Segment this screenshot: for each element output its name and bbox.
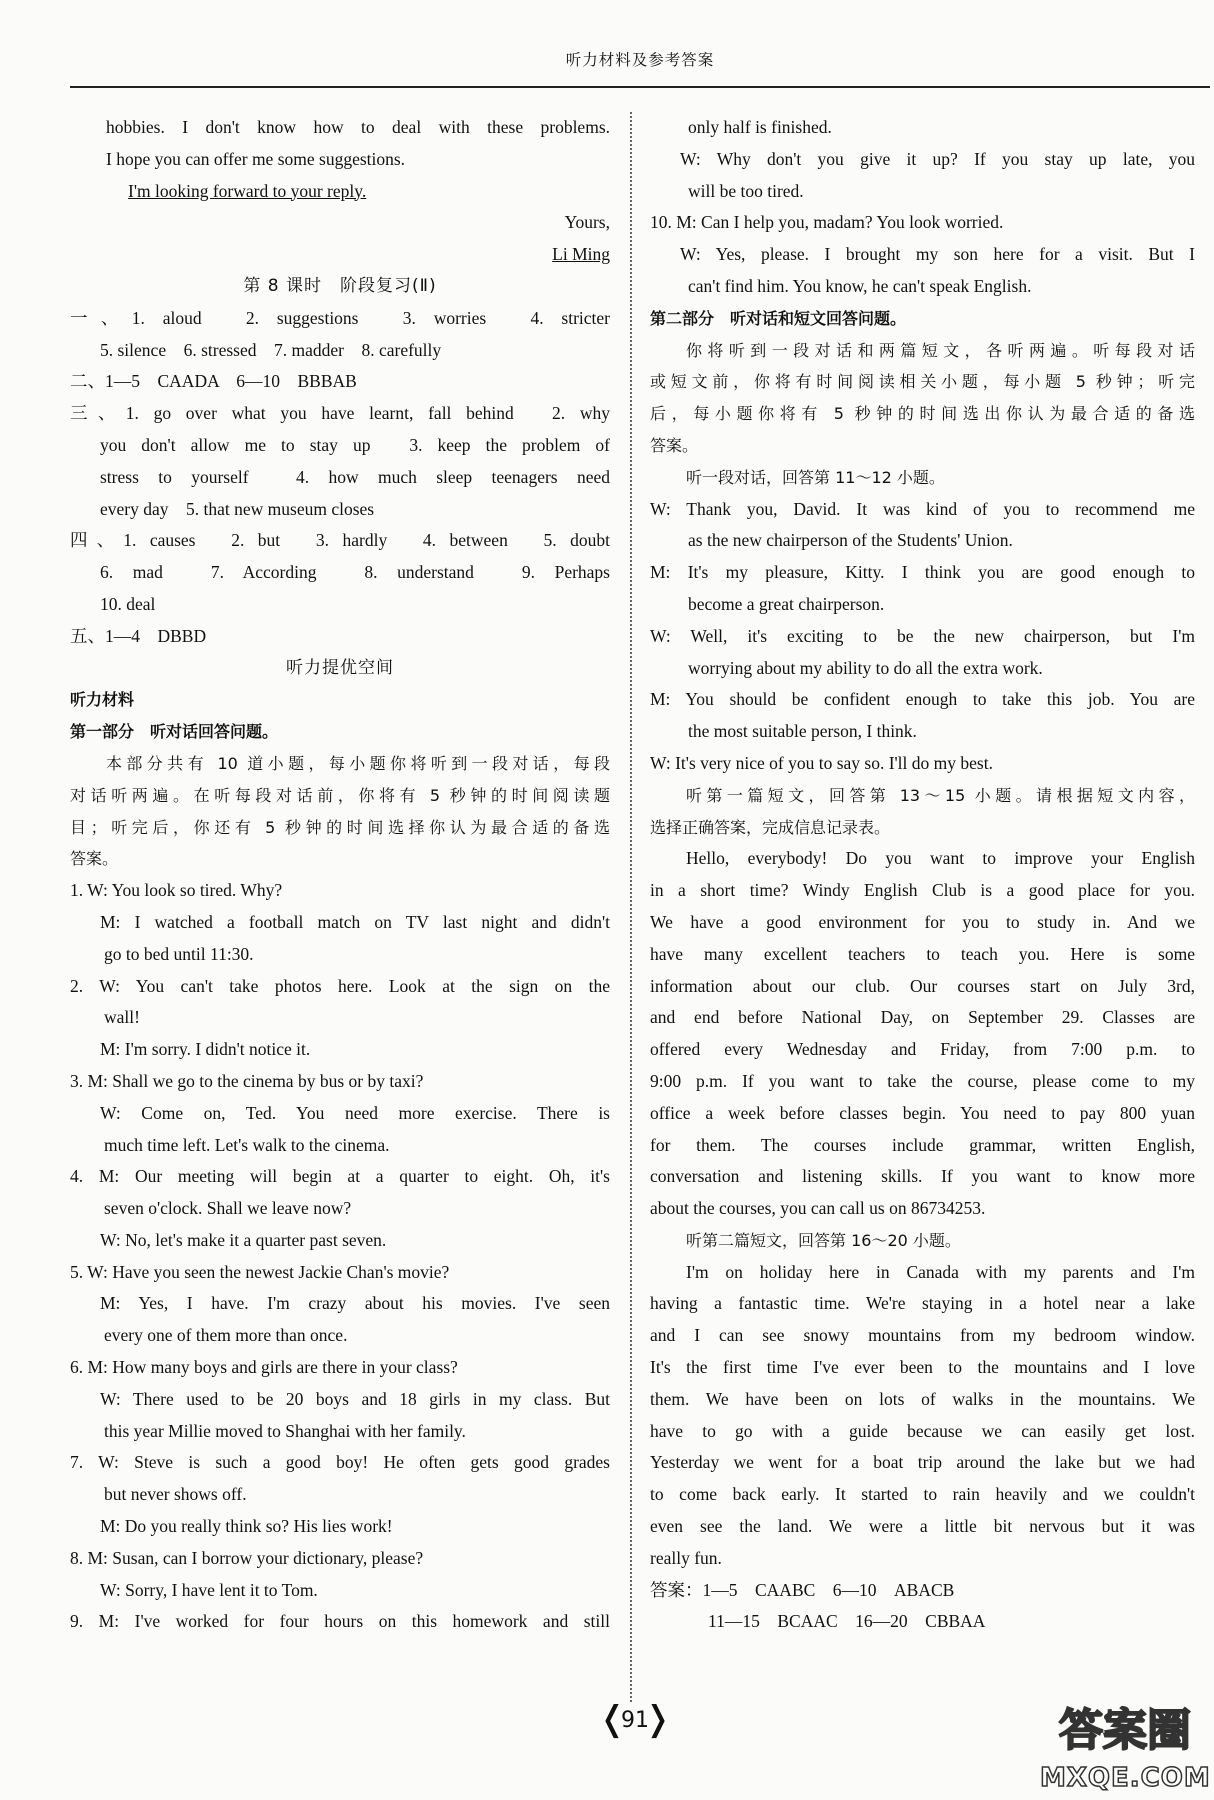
left-text-line: 6. mad 7. According 8. understand 9. Perhaps [100, 562, 610, 583]
left-text-line: I'm looking forward to your reply. [128, 180, 367, 201]
right-text-line: worrying about my ability to do all the extra work. [688, 657, 1043, 678]
right-text-line: and I can see snowy mountains from my bedroom window. [650, 1325, 1195, 1346]
right-text-line: 或短文前，你将有时间阅读相关小题，每小题 5 秒钟；听完 [650, 372, 1195, 392]
column-divider [630, 112, 632, 1702]
left-text-line: but never shows off. [104, 1484, 247, 1505]
right-text-line: even see the land. We were a little bit nervous but it was [650, 1516, 1195, 1537]
right-text-line: and end before National Day, on September 29. Classes are [650, 1007, 1195, 1028]
left-text-line: Li Ming [552, 244, 610, 265]
right-text-line: in a short time? Windy English Club is a good place for you. [650, 880, 1195, 901]
right-text-line: 听一段对话，回答第 11～12 小题。 [686, 467, 945, 487]
left-text-line: 四、1. causes 2. but 3. hardly 4. between 5. doubt [70, 530, 610, 551]
right-text-line: offered every Wednesday and Friday, from 7:00 p.m. to [650, 1039, 1195, 1060]
left-text-line: M: Yes, I have. I'm crazy about his movies. I've seen [100, 1293, 610, 1314]
left-text-line: M: I'm sorry. I didn't notice it. [100, 1039, 311, 1060]
right-text-line: office a week before classes begin. You need to pay 800 yuan [650, 1102, 1195, 1123]
left-text-line: 本部分共有 10 道小题，每小题你将听到一段对话，每段 [106, 753, 610, 773]
left-column [70, 112, 610, 1638]
left-text-line: 6. M: How many boys and girls are there in your class? [70, 1357, 458, 1378]
left-text-line: wall! [104, 1007, 140, 1028]
right-text-line: become a great chairperson. [688, 593, 885, 614]
left-text-line: W: No, let's make it a quarter past seven. [100, 1229, 387, 1250]
left-text-line: 1. W: You look so tired. Why? [70, 880, 283, 901]
right-text-line: to come back early. It started to rain heavily and we couldn't [650, 1484, 1195, 1505]
left-text-line: 2. W: You can't take photos here. Look at the sign on the [70, 975, 610, 996]
right-text-line: 答案：1—5 CAABC 6—10 ABACB [650, 1579, 955, 1600]
right-text-line: having a fantastic time. We're staying in a hotel near a lake [650, 1293, 1195, 1314]
left-text-line: stress to yourself 4. how much sleep teenagers need [100, 466, 610, 487]
left-text-line: 3. M: Shall we go to the cinema by bus or by taxi? [70, 1070, 424, 1091]
left-text-line: every day 5. that new museum closes [100, 498, 375, 519]
right-text-line: 9:00 p.m. If you want to take the course, please come to my [650, 1070, 1195, 1091]
left-text-line: 三、1. go over what you have learnt, fall behind 2. why [70, 403, 610, 424]
left-text-line: Yours, [564, 212, 610, 233]
left-text-line: 对话听两遍。在听每段对话前，你将有 5 秒钟的时间阅读题 [70, 785, 610, 805]
left-text-line: 第一部分 听对话回答问题。 [70, 722, 279, 742]
right-text-line: Hello, everybody! Do you want to improve your English [686, 848, 1195, 869]
right-column [650, 112, 1195, 1638]
left-text-line: 7. W: Steve is such a good boy! He often gets good grades [70, 1452, 610, 1473]
right-text-line: W: Well, it's exciting to be the new chairperson, but I'm [650, 625, 1195, 646]
watermark-url: MXQE.COM [1040, 1763, 1211, 1793]
right-text-line: about the courses, you can call us on 86734253. [650, 1198, 986, 1219]
left-text-line: I hope you can offer me some suggestions. [106, 148, 406, 169]
left-text-line: 4. M: Our meeting will begin at a quarter to eight. Oh, it's [70, 1166, 610, 1187]
right-text-line: 答案。 [650, 435, 699, 455]
right-text-line: information about our club. Our courses start on July 3rd, [650, 975, 1195, 996]
right-text-line: them. We have been on lots of walks in the mountains. We [650, 1388, 1195, 1409]
left-text-line: 5. W: Have you seen the newest Jackie Chan's movie? [70, 1261, 450, 1282]
right-text-line: have to go with a guide because we can easily get lost. [650, 1420, 1195, 1441]
right-text-line: 听第一篇短文，回答第 13～15 小题。请根据短文内容， [686, 785, 1195, 805]
right-text-line: 第二部分 听对话和短文回答问题。 [650, 308, 907, 328]
right-text-line: as the new chairperson of the Students' Union. [688, 530, 1013, 551]
right-text-line: have many excellent teachers to teach you. Here is some [650, 943, 1195, 964]
right-text-line: W: Why don't you give it up? If you stay up late, you [680, 148, 1195, 169]
right-text-line: M: You should be confident enough to take this job. You are [650, 689, 1195, 710]
left-text-line: 五、1—4 DBBD [70, 625, 207, 646]
watermark-title: 答案圈 [1059, 1705, 1191, 1756]
right-text-line: W: It's very nice of you to say so. I'll do my best. [650, 752, 993, 773]
right-text-line: the most suitable person, I think. [688, 721, 917, 742]
right-text-line: only half is finished. [688, 117, 832, 137]
left-text-line: seven o'clock. Shall we leave now? [104, 1198, 352, 1219]
right-text-line: conversation and listening skills. If you want to know more [650, 1166, 1195, 1187]
right-text-line: I'm on holiday here in Canada with my parents and I'm [686, 1261, 1195, 1282]
left-text-line: M: I watched a football match on TV last night and didn't [100, 911, 610, 932]
left-text-line: W: Come on, Ted. You need more exercise. There is [100, 1102, 610, 1123]
right-text-line: will be too tired. [688, 180, 804, 201]
right-text-line: W: Yes, please. I brought my son here for a visit. But I [680, 244, 1195, 265]
right-text-line: 听第二篇短文，回答第 16～20 小题。 [686, 1230, 961, 1250]
left-text-line: W: Sorry, I have lent it to Tom. [100, 1579, 318, 1600]
right-text-line: 后，每小题你将有 5 秒钟的时间选出你认为最合适的备选 [650, 404, 1195, 424]
left-text-line: you don't allow me to stay up 3. keep the problem of [100, 434, 610, 455]
header-rule [70, 86, 1210, 88]
right-text-line: Yesterday we went for a boat trip around the lake but we had [650, 1452, 1195, 1473]
left-text-line: hobbies. I don't know how to deal with these problems. [106, 117, 610, 137]
left-text-line: W: There used to be 20 boys and 18 girls in my class. But [100, 1388, 610, 1409]
right-text-line: 10. M: Can I help you, madam? You look worried. [650, 212, 1004, 233]
right-text-line: We have a good environment for you to study in. And we [650, 911, 1195, 932]
left-text-line: 二、1—5 CAADA 6—10 BBBAB [70, 371, 357, 392]
right-text-line: M: It's my pleasure, Kitty. I think you are good enough to [650, 562, 1195, 583]
left-text-line: 听力提优空间 [286, 657, 394, 678]
right-text-line: W: Thank you, David. It was kind of you to recommend me [650, 498, 1195, 519]
left-text-line: every one of them more than once. [104, 1325, 348, 1346]
left-text-line: 8. M: Susan, can I borrow your dictionary, please? [70, 1547, 424, 1568]
right-text-line: 11—15 BCAAC 16—20 CBBAA [708, 1611, 986, 1632]
left-text-line: 9. M: I've worked for four hours on this homework and still [70, 1611, 610, 1632]
left-text-line: 听力材料 [70, 690, 135, 710]
right-text-line: It's the first time I've ever been to the mountains and I love [650, 1357, 1195, 1378]
right-text-line: 选择正确答案，完成信息记录表。 [650, 817, 891, 837]
left-text-line: go to bed until 11:30. [104, 943, 254, 964]
page-number: ❬ 91 ❭ [600, 1702, 670, 1740]
right-text-line: really fun. [650, 1547, 722, 1568]
left-text-line: 10. deal [100, 593, 156, 614]
right-text-line: for them. The courses include grammar, written English, [650, 1134, 1195, 1155]
left-text-line: 5. silence 6. stressed 7. madder 8. carefully [100, 339, 442, 360]
left-text-line: 答案。 [70, 849, 119, 869]
left-text-line: 一、1. aloud 2. suggestions 3. worries 4. stricter [70, 307, 610, 328]
left-text-line: 第 8 课时 阶段复习(Ⅱ) [243, 275, 437, 296]
left-text-line: much time left. Let's walk to the cinema. [104, 1134, 390, 1155]
left-text-line: M: Do you really think so? His lies work! [100, 1516, 393, 1537]
page-header: 听力材料及参考答案 [565, 51, 715, 69]
right-text-line: can't find him. You know, he can't speak English. [688, 275, 1032, 296]
right-text-line: 你将听到一段对话和两篇短文，各听两遍。听每段对话 [686, 340, 1195, 360]
left-text-line: this year Millie moved to Shanghai with her family. [104, 1420, 466, 1441]
watermark-logo [1040, 1700, 1210, 1796]
left-text-line: 目；听完后，你还有 5 秒钟的时间选择你认为最合适的备选 [70, 817, 610, 837]
